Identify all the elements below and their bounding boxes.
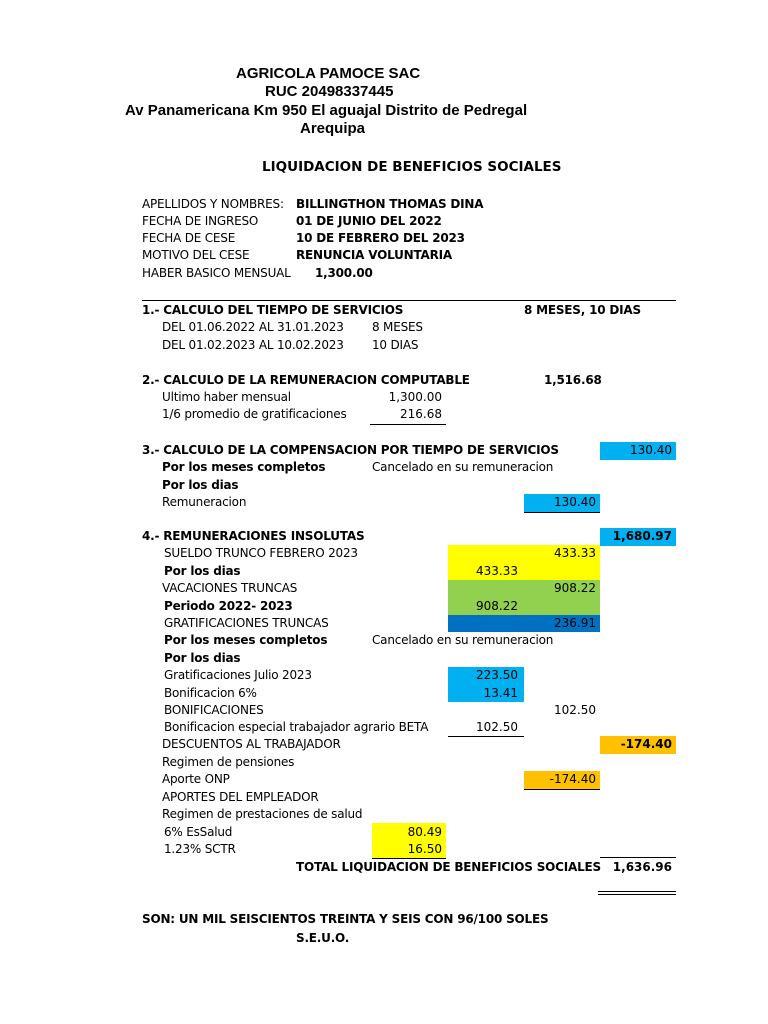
s2-row2-value: 216.68: [400, 407, 442, 421]
s1-range1-value: 8 MESES: [372, 320, 423, 334]
s4-title: 4.- REMUNERACIONES INSOLUTAS: [142, 529, 365, 543]
s3-days-label: Por los dias: [162, 478, 239, 492]
grat-julio-label: Gratificaciones Julio 2023: [164, 668, 312, 682]
s2-row1-label: Ultimo haber mensual: [162, 390, 291, 404]
seuo: S.E.U.O.: [296, 931, 350, 945]
vac-total: 908.22: [554, 581, 596, 595]
pension-label: Regimen de pensiones: [162, 755, 295, 769]
s1-total: 8 MESES, 10 DIAS: [524, 303, 641, 317]
bonif-underline: [448, 736, 524, 737]
salary-label: HABER BASICO MENSUAL: [142, 266, 291, 280]
sctr-label: 1.23% SCTR: [164, 842, 236, 856]
grat-julio-value: 223.50: [476, 668, 518, 682]
bonif-total: 102.50: [554, 703, 596, 717]
s1-range2-label: DEL 01.02.2023 AL 10.02.2023: [162, 338, 344, 352]
sctr-underline: [372, 858, 446, 859]
total-double-underline-1: [598, 891, 676, 892]
bonif-beta-value: 102.50: [476, 720, 518, 734]
company-name: AGRICOLA PAMOCE SAC: [236, 65, 421, 82]
s2-underline: [370, 424, 446, 425]
grat-label: GRATIFICACIONES TRUNCAS: [164, 616, 329, 630]
bonif-label: BONIFICACIONES: [164, 703, 264, 717]
s3-title: 3.- CALCULO DE LA COMPENSACION POR TIEMPO DE SERVICIOS: [142, 443, 559, 457]
onp-underline: [524, 789, 600, 790]
s1-range2-value: 10 DIAS: [372, 338, 419, 352]
essalud-value: 80.49: [407, 825, 442, 839]
bonif6-label: Bonificacion 6%: [164, 686, 257, 700]
company-ruc: RUC 20498337445: [265, 83, 394, 100]
s2-row2-label: 1/6 promedio de gratificaciones: [162, 407, 347, 421]
employer-label: APORTES DEL EMPLEADOR: [162, 790, 319, 804]
vac-period-value: 908.22: [476, 599, 518, 613]
s4-total: 1,680.97: [612, 529, 672, 543]
s2-total: 1,516.68: [544, 373, 602, 387]
s2-row1-value: 1,300.00: [388, 390, 442, 404]
desc-total: -174.40: [620, 737, 672, 751]
section-divider: [142, 300, 676, 301]
end-date-label: FECHA DE CESE: [142, 231, 236, 245]
vac-period-label: Periodo 2022- 2023: [164, 599, 293, 613]
total-label: TOTAL LIQUIDACION DE BENEFICIOS SOCIALES: [296, 860, 601, 874]
s3-months-note: Cancelado en su remuneracion: [372, 460, 554, 474]
s1-title: 1.- CALCULO DEL TIEMPO DE SERVICIOS: [142, 303, 404, 317]
end-date: 10 DE FEBRERO DEL 2023: [296, 231, 465, 245]
health-label: Regimen de prestaciones de salud: [162, 807, 363, 821]
bonif6-value: 13.41: [483, 686, 518, 700]
reason-label: MOTIVO DEL CESE: [142, 248, 250, 262]
amount-in-words: SON: UN MIL SEISCIENTOS TREINTA Y SEIS CON 96/100 SOLES: [142, 912, 549, 926]
employee-name: BILLINGTHON THOMAS DINA: [296, 197, 484, 211]
document-title: LIQUIDACION DE BENEFICIOS SOCIALES: [262, 159, 562, 175]
sctr-value: 16.50: [407, 842, 442, 856]
s3-total: 130.40: [630, 443, 672, 457]
salary: 1,300.00: [315, 266, 373, 280]
sueldo-days-value: 433.33: [476, 564, 518, 578]
s2-title: 2.- CALCULO DE LA REMUNERACION COMPUTABLE: [142, 373, 470, 387]
grat-days-label: Por los dias: [164, 651, 241, 665]
s3-rem-value: 130.40: [554, 495, 596, 509]
sueldo-total: 433.33: [554, 546, 596, 560]
company-address: Av Panamericana Km 950 El aguajal Distrito de Pedregal: [125, 102, 528, 119]
grat-months-note: Cancelado en su remuneracion: [372, 633, 554, 647]
bonif-beta-label: Bonificacion especial trabajador agrario BETA: [164, 720, 429, 734]
grat-total: 236.91: [554, 616, 596, 630]
sueldo-label: SUELDO TRUNCO FEBRERO 2023: [164, 546, 358, 560]
desc-label: DESCUENTOS AL TRABAJADOR: [162, 737, 341, 751]
start-date: 01 DE JUNIO DEL 2022: [296, 214, 442, 228]
onp-value: -174.40: [549, 772, 596, 786]
start-date-label: FECHA DE INGRESO: [142, 214, 259, 228]
total-overline: [600, 857, 676, 858]
s1-range1-label: DEL 01.06.2022 AL 31.01.2023: [162, 320, 344, 334]
onp-label: Aporte ONP: [162, 772, 230, 786]
s3-underline: [524, 512, 600, 513]
s3-months-label: Por los meses completos: [162, 460, 326, 474]
essalud-label: 6% EsSalud: [164, 825, 233, 839]
grat-months-label: Por los meses completos: [164, 633, 328, 647]
total-double-underline-2: [598, 894, 676, 895]
sueldo-days-label: Por los dias: [164, 564, 241, 578]
vac-label: VACACIONES TRUNCAS: [162, 581, 298, 595]
total-value: 1,636.96: [612, 860, 672, 874]
reason: RENUNCIA VOLUNTARIA: [296, 248, 453, 262]
company-city: Arequipa: [300, 120, 366, 137]
s3-rem-label: Remuneracion: [162, 495, 247, 509]
employee-name-label: APELLIDOS Y NOMBRES:: [142, 197, 284, 211]
